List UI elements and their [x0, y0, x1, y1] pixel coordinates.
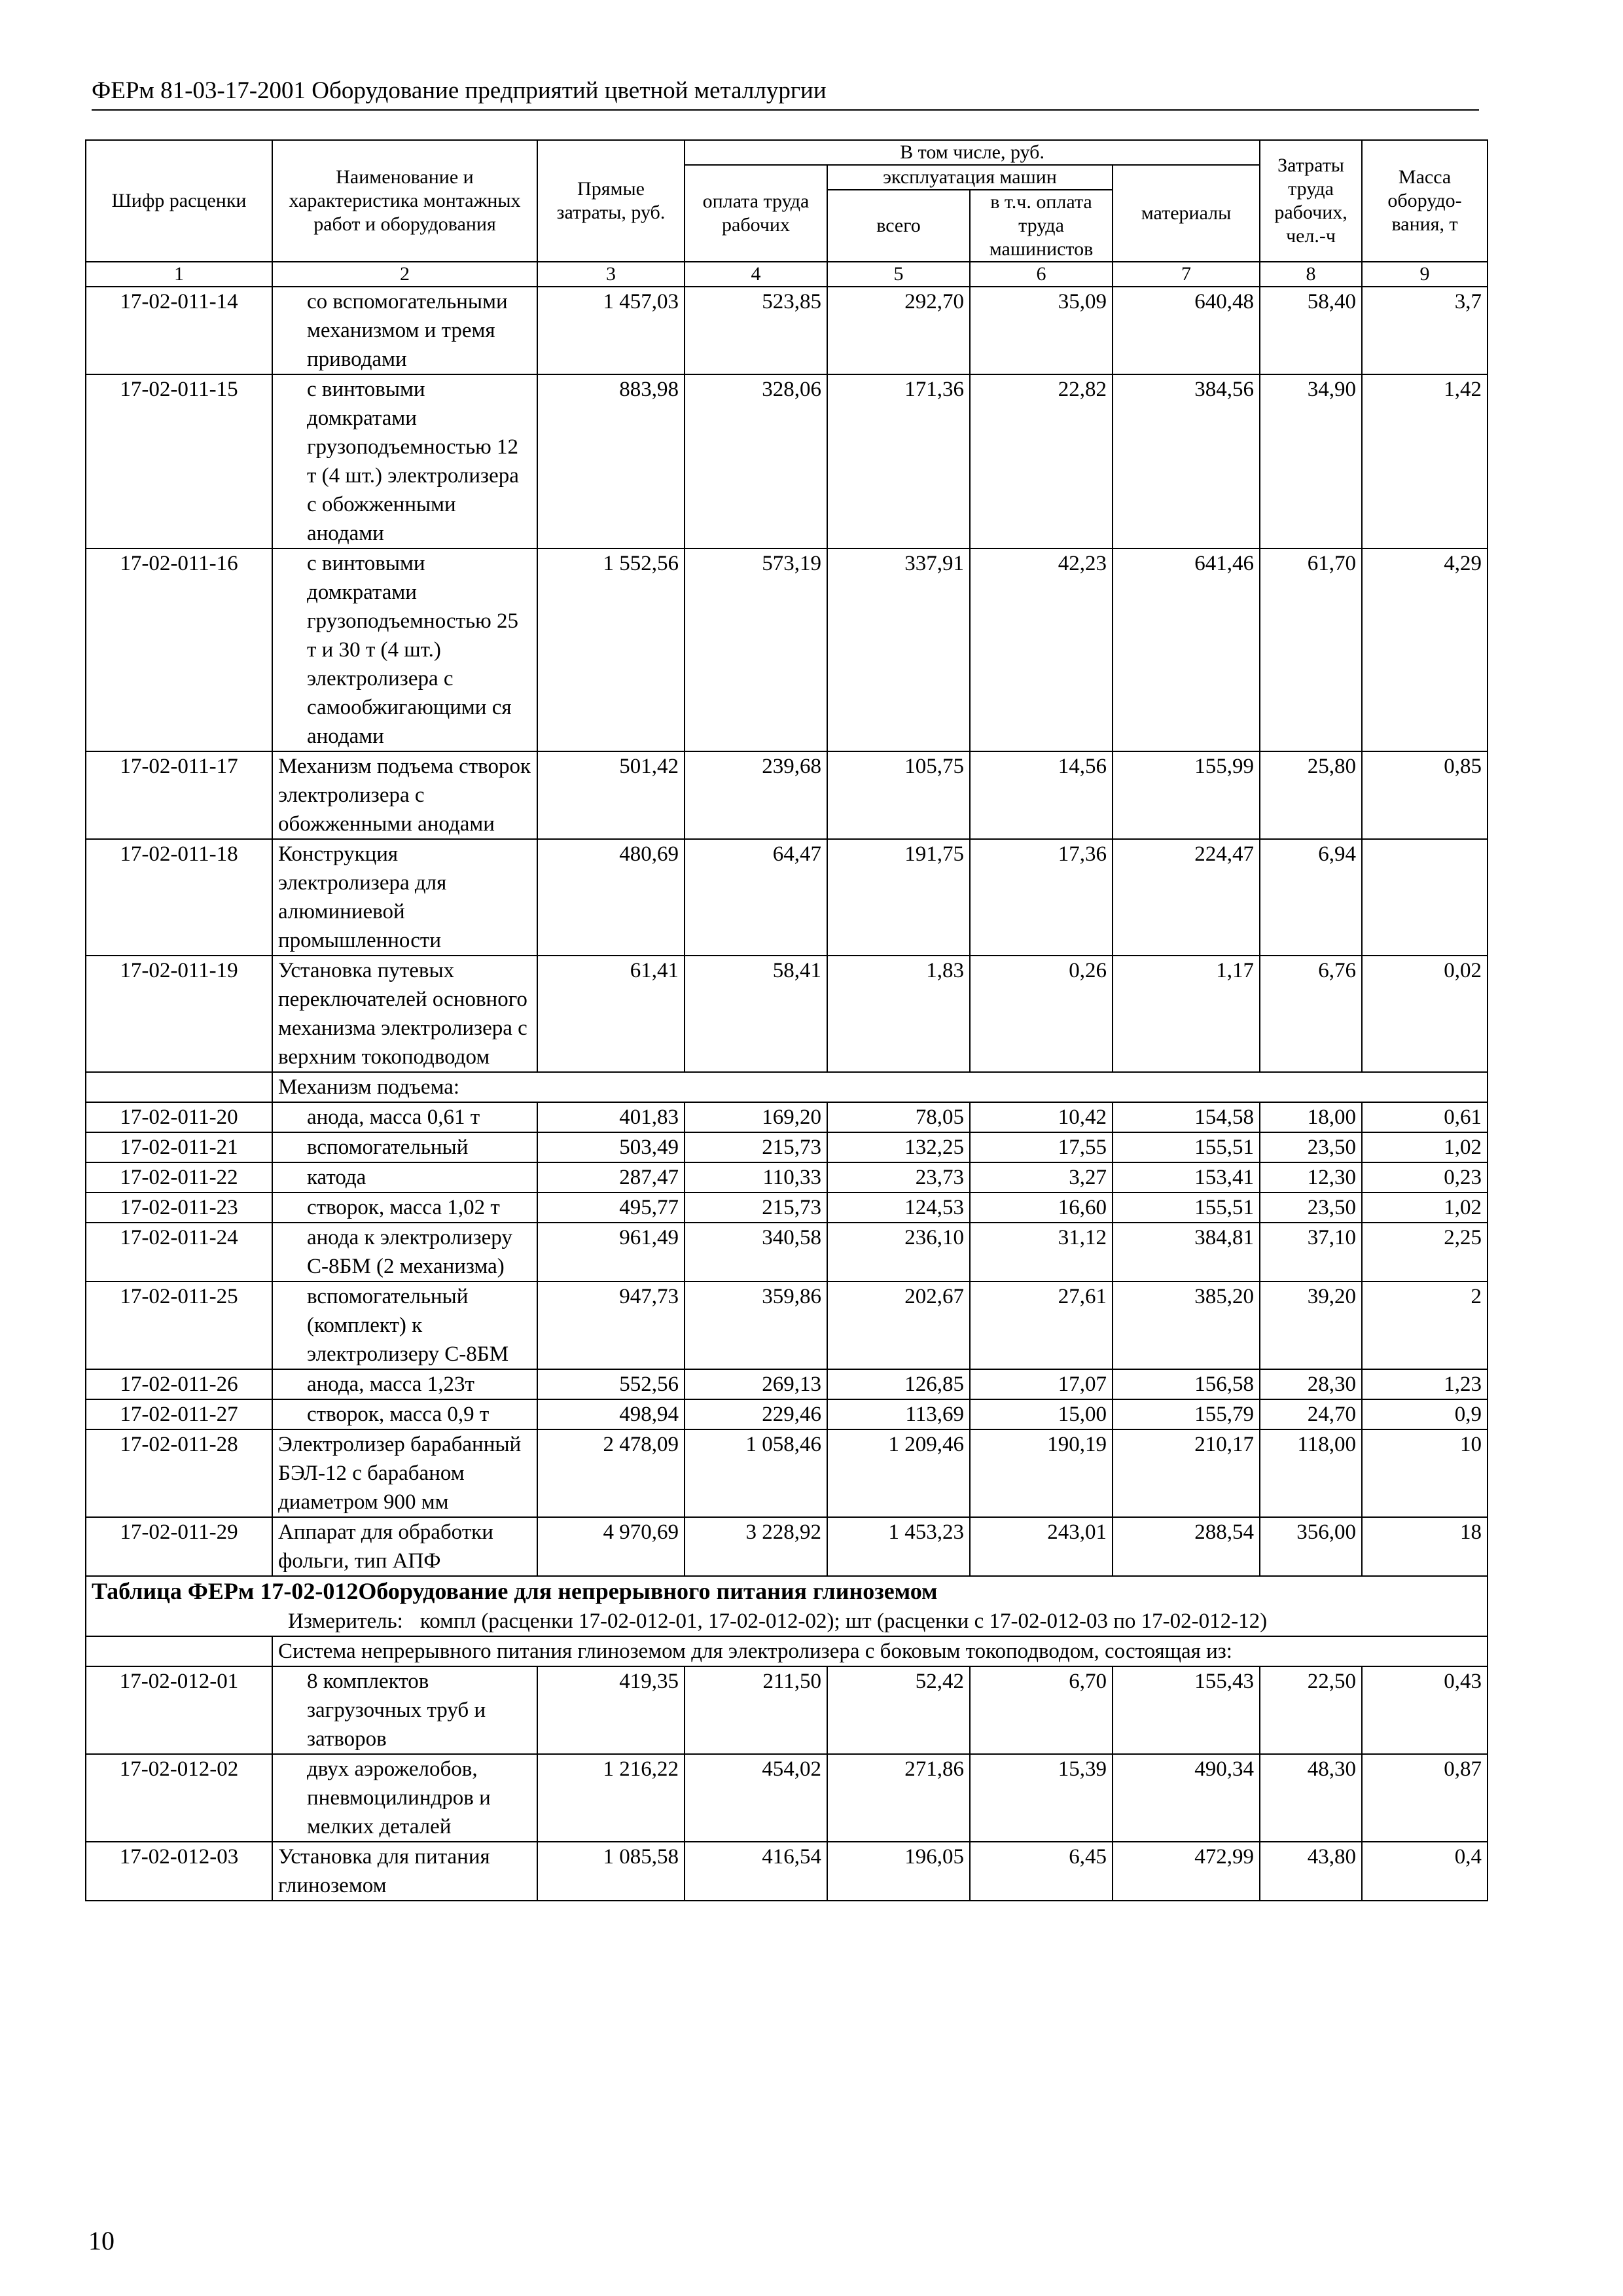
mass: 0,43	[1362, 1666, 1488, 1754]
machines-labor: 15,39	[970, 1754, 1113, 1842]
direct-costs: 287,47	[537, 1162, 685, 1193]
work-name: Аппарат для обработки фольги, тип АПФ	[272, 1517, 537, 1576]
header-mass: Масса оборудо-вания, т	[1362, 140, 1488, 262]
labor-pay: 416,54	[685, 1842, 827, 1901]
column-number: 4	[685, 262, 827, 287]
rate-code: 17-02-012-01	[86, 1666, 272, 1754]
work-name: створок, масса 1,02 т	[272, 1193, 537, 1223]
machines-labor: 6,70	[970, 1666, 1113, 1754]
table2-title-row	[86, 1576, 1488, 1636]
materials: 155,43	[1113, 1666, 1260, 1754]
labor-cost: 58,40	[1260, 287, 1362, 374]
rows-group-a	[86, 287, 1488, 1072]
page-number: 10	[88, 2226, 115, 2255]
direct-costs: 501,42	[537, 751, 685, 839]
table2-subtitle: Оборудование для непрерывного питания глиноземом	[358, 1578, 938, 1604]
direct-costs: 552,56	[537, 1369, 685, 1399]
work-name: Установка для питания глиноземом	[272, 1842, 537, 1901]
materials: 155,51	[1113, 1132, 1260, 1162]
labor-pay: 3 228,92	[685, 1517, 827, 1576]
labor-pay: 169,20	[685, 1102, 827, 1132]
labor-pay: 269,13	[685, 1369, 827, 1399]
rate-code: 17-02-011-24	[86, 1223, 272, 1282]
labor-cost: 28,30	[1260, 1369, 1362, 1399]
materials: 1,17	[1113, 956, 1260, 1072]
column-number: 6	[970, 262, 1113, 287]
direct-costs: 1 457,03	[537, 287, 685, 374]
header-direct-costs: Прямые затраты, руб.	[537, 140, 685, 262]
labor-pay: 215,73	[685, 1132, 827, 1162]
header-row-1	[86, 140, 1488, 165]
labor-cost: 24,70	[1260, 1399, 1362, 1429]
direct-costs: 480,69	[537, 839, 685, 956]
column-number: 2	[272, 262, 537, 287]
labor-pay: 454,02	[685, 1754, 827, 1842]
work-name: Механизм подъема створок электролизера с обожженными анодами	[272, 751, 537, 839]
materials: 641,46	[1113, 548, 1260, 751]
labor-pay: 110,33	[685, 1162, 827, 1193]
mass: 0,61	[1362, 1102, 1488, 1132]
machines-total: 52,42	[827, 1666, 970, 1754]
materials: 472,99	[1113, 1842, 1260, 1901]
labor-pay: 328,06	[685, 374, 827, 548]
labor-cost: 23,50	[1260, 1193, 1362, 1223]
rate-code: 17-02-012-03	[86, 1842, 272, 1901]
table2-title: Таблица ФЕРм 17-02-012	[92, 1578, 359, 1604]
labor-pay: 523,85	[685, 287, 827, 374]
section-row	[86, 1072, 1488, 1102]
column-numbers-row	[86, 262, 1488, 287]
rate-code: 17-02-012-02	[86, 1754, 272, 1842]
machines-total: 271,86	[827, 1754, 970, 1842]
direct-costs: 1 552,56	[537, 548, 685, 751]
machines-total: 1 209,46	[827, 1429, 970, 1517]
table-row	[86, 1102, 1488, 1132]
machines-labor: 3,27	[970, 1162, 1113, 1193]
work-name: анода, масса 0,61 т	[272, 1102, 537, 1132]
rate-code: 17-02-011-23	[86, 1193, 272, 1223]
table-row	[86, 1223, 1488, 1282]
direct-costs: 2 478,09	[537, 1429, 685, 1517]
table-row	[86, 1369, 1488, 1399]
work-name: со вспомогательными механизмом и тремя приводами	[272, 287, 537, 374]
rate-code: 17-02-011-15	[86, 374, 272, 548]
mass: 3,7	[1362, 287, 1488, 374]
work-name: с винтовыми домкратами грузоподъемностью 25 т и 30 т (4 шт.) электролизера с самообжигающими ся анодами	[272, 548, 537, 751]
labor-cost: 43,80	[1260, 1842, 1362, 1901]
table-row	[86, 1666, 1488, 1754]
machines-labor: 0,26	[970, 956, 1113, 1072]
machines-labor: 31,12	[970, 1223, 1113, 1282]
work-name: анода, масса 1,23т	[272, 1369, 537, 1399]
machines-total: 23,73	[827, 1162, 970, 1193]
rate-code: 17-02-011-27	[86, 1399, 272, 1429]
labor-cost: 48,30	[1260, 1754, 1362, 1842]
machines-total: 337,91	[827, 548, 970, 751]
materials: 385,20	[1113, 1282, 1260, 1369]
work-name: Электролизер барабанный БЭЛ-12 с барабаном диаметром 900 мм	[272, 1429, 537, 1517]
direct-costs: 61,41	[537, 956, 685, 1072]
materials: 384,56	[1113, 374, 1260, 548]
mass: 0,85	[1362, 751, 1488, 839]
table-row	[86, 1842, 1488, 1901]
work-name: створок, масса 0,9 т	[272, 1399, 537, 1429]
mass: 10	[1362, 1429, 1488, 1517]
table-row	[86, 956, 1488, 1072]
materials: 288,54	[1113, 1517, 1260, 1576]
measure-label: Измеритель:	[288, 1609, 403, 1633]
section-spacer	[86, 1636, 272, 1666]
direct-costs: 947,73	[537, 1282, 685, 1369]
machines-total: 171,36	[827, 374, 970, 548]
direct-costs: 419,35	[537, 1666, 685, 1754]
mass: 0,9	[1362, 1399, 1488, 1429]
rate-code: 17-02-011-19	[86, 956, 272, 1072]
labor-cost: 34,90	[1260, 374, 1362, 548]
work-name: двух аэрожелобов, пневмоцилиндров и мелких деталей	[272, 1754, 537, 1842]
machines-labor: 10,42	[970, 1102, 1113, 1132]
table-row	[86, 751, 1488, 839]
column-number: 9	[1362, 262, 1488, 287]
mass: 1,23	[1362, 1369, 1488, 1399]
work-name: анода к электролизеру С-8БМ (2 механизма)	[272, 1223, 537, 1282]
machines-total: 292,70	[827, 287, 970, 374]
work-name: вспомогательный	[272, 1132, 537, 1162]
rate-code: 17-02-011-17	[86, 751, 272, 839]
direct-costs: 1 085,58	[537, 1842, 685, 1901]
mass: 0,4	[1362, 1842, 1488, 1901]
column-number: 8	[1260, 262, 1362, 287]
table-row	[86, 1517, 1488, 1576]
rate-code: 17-02-011-26	[86, 1369, 272, 1399]
labor-pay: 359,86	[685, 1282, 827, 1369]
machines-labor: 6,45	[970, 1842, 1113, 1901]
machines-labor: 190,19	[970, 1429, 1113, 1517]
mass: 4,29	[1362, 548, 1488, 751]
direct-costs: 498,94	[537, 1399, 685, 1429]
direct-costs: 961,49	[537, 1223, 685, 1282]
column-number: 1	[86, 262, 272, 287]
table-row	[86, 839, 1488, 956]
machines-total: 236,10	[827, 1223, 970, 1282]
rates-table	[85, 139, 1488, 1901]
rate-code: 17-02-011-20	[86, 1102, 272, 1132]
machines-total: 132,25	[827, 1132, 970, 1162]
system-note: Система непрерывного питания глиноземом для электролизера с боковым токоподводом, состоящая из:	[272, 1636, 1488, 1666]
table2-header	[86, 1576, 1488, 1666]
mass: 1,02	[1362, 1193, 1488, 1223]
header-machines: эксплуатация машин	[827, 165, 1113, 190]
materials: 155,99	[1113, 751, 1260, 839]
machines-labor: 16,60	[970, 1193, 1113, 1223]
header-name: Наименование и характеристика монтажных работ и оборудования	[272, 140, 537, 262]
labor-pay: 229,46	[685, 1399, 827, 1429]
table-row	[86, 1132, 1488, 1162]
labor-pay: 1 058,46	[685, 1429, 827, 1517]
direct-costs: 883,98	[537, 374, 685, 548]
labor-pay: 239,68	[685, 751, 827, 839]
work-name: с винтовыми домкратами грузоподъемностью 12 т (4 шт.) электролизера с обожженными анодами	[272, 374, 537, 548]
machines-labor: 27,61	[970, 1282, 1113, 1369]
rate-code: 17-02-011-18	[86, 839, 272, 956]
machines-total: 1 453,23	[827, 1517, 970, 1576]
mass: 1,42	[1362, 374, 1488, 548]
materials: 640,48	[1113, 287, 1260, 374]
header-labor-cost: Затраты труда рабочих, чел.-ч	[1260, 140, 1362, 262]
table2-measure	[92, 1607, 1482, 1636]
header-machines-labor: в т.ч. оплата труда машинистов	[970, 190, 1113, 262]
table-row	[86, 1399, 1488, 1429]
work-name: 8 комплектов загрузочных труб и затворов	[272, 1666, 537, 1754]
rate-code: 17-02-011-28	[86, 1429, 272, 1517]
machines-labor: 17,55	[970, 1132, 1113, 1162]
machines-total: 1,83	[827, 956, 970, 1072]
direct-costs: 503,49	[537, 1132, 685, 1162]
materials: 155,51	[1113, 1193, 1260, 1223]
labor-pay: 340,58	[685, 1223, 827, 1282]
labor-cost: 39,20	[1260, 1282, 1362, 1369]
machines-total: 78,05	[827, 1102, 970, 1132]
labor-pay: 58,41	[685, 956, 827, 1072]
mass	[1362, 839, 1488, 956]
machines-total: 105,75	[827, 751, 970, 839]
materials: 384,81	[1113, 1223, 1260, 1282]
machines-labor: 15,00	[970, 1399, 1113, 1429]
labor-cost: 25,80	[1260, 751, 1362, 839]
table-row	[86, 1282, 1488, 1369]
work-name: Установка путевых переключателей основного механизма электролизера с верхним токоподводом	[272, 956, 537, 1072]
rows-group-b	[86, 1102, 1488, 1576]
table-row	[86, 374, 1488, 548]
mass: 0,23	[1362, 1162, 1488, 1193]
machines-labor: 17,36	[970, 839, 1113, 956]
header-materials: материалы	[1113, 165, 1260, 262]
machines-labor: 243,01	[970, 1517, 1113, 1576]
section-lift	[86, 1072, 1488, 1102]
materials: 210,17	[1113, 1429, 1260, 1517]
labor-cost: 37,10	[1260, 1223, 1362, 1282]
direct-costs: 1 216,22	[537, 1754, 685, 1842]
labor-pay: 211,50	[685, 1666, 827, 1754]
machines-labor: 17,07	[970, 1369, 1113, 1399]
mass: 0,02	[1362, 956, 1488, 1072]
mass: 0,87	[1362, 1754, 1488, 1842]
work-name: Конструкция электролизера для алюминиевой промышленности	[272, 839, 537, 956]
materials: 156,58	[1113, 1369, 1260, 1399]
mass: 2,25	[1362, 1223, 1488, 1282]
materials: 153,41	[1113, 1162, 1260, 1193]
column-number: 7	[1113, 262, 1260, 287]
system-note-row	[86, 1636, 1488, 1666]
rate-code: 17-02-011-16	[86, 548, 272, 751]
section-label: Механизм подъема:	[272, 1072, 1488, 1102]
mass: 1,02	[1362, 1132, 1488, 1162]
direct-costs: 4 970,69	[537, 1517, 685, 1576]
labor-pay: 215,73	[685, 1193, 827, 1223]
labor-cost: 18,00	[1260, 1102, 1362, 1132]
page-header: ФЕРм 81-03-17-2001 Оборудование предприятий цветной металлургии	[92, 77, 1479, 111]
work-name: катода	[272, 1162, 537, 1193]
rate-code: 17-02-011-25	[86, 1282, 272, 1369]
machines-total: 124,53	[827, 1193, 970, 1223]
column-number: 3	[537, 262, 685, 287]
labor-pay: 573,19	[685, 548, 827, 751]
mass: 18	[1362, 1517, 1488, 1576]
machines-labor: 42,23	[970, 548, 1113, 751]
labor-cost: 22,50	[1260, 1666, 1362, 1754]
machines-labor: 22,82	[970, 374, 1113, 548]
section-spacer	[86, 1072, 272, 1102]
table-row	[86, 1429, 1488, 1517]
measure-text: компл (расценки 17-02-012-01, 17-02-012-02); шт (расценки с 17-02-012-03 по 17-02-012-12)	[419, 1609, 1268, 1633]
materials: 224,47	[1113, 839, 1260, 956]
table-row	[86, 1193, 1488, 1223]
materials: 490,34	[1113, 1754, 1260, 1842]
labor-cost: 6,76	[1260, 956, 1362, 1072]
header-labor-pay: оплата труда рабочих	[685, 165, 827, 262]
table-row	[86, 1754, 1488, 1842]
labor-cost: 6,94	[1260, 839, 1362, 956]
header-code: Шифр расценки	[86, 140, 272, 262]
machines-total: 191,75	[827, 839, 970, 956]
header-machines-total: всего	[827, 190, 970, 262]
machines-total: 126,85	[827, 1369, 970, 1399]
table2-title-cell	[86, 1576, 1488, 1636]
machines-total: 196,05	[827, 1842, 970, 1901]
materials: 154,58	[1113, 1102, 1260, 1132]
column-number: 5	[827, 262, 970, 287]
machines-labor: 14,56	[970, 751, 1113, 839]
work-name: вспомогательный (комплект) к электролизеру С-8БМ	[272, 1282, 537, 1369]
machines-total: 202,67	[827, 1282, 970, 1369]
machines-labor: 35,09	[970, 287, 1113, 374]
direct-costs: 401,83	[537, 1102, 685, 1132]
materials: 155,79	[1113, 1399, 1260, 1429]
mass: 2	[1362, 1282, 1488, 1369]
rate-code: 17-02-011-21	[86, 1132, 272, 1162]
rate-code: 17-02-011-14	[86, 287, 272, 374]
table-row	[86, 287, 1488, 374]
rate-code: 17-02-011-22	[86, 1162, 272, 1193]
labor-cost: 12,30	[1260, 1162, 1362, 1193]
labor-cost: 61,70	[1260, 548, 1362, 751]
rows-group-c	[86, 1666, 1488, 1901]
labor-cost: 23,50	[1260, 1132, 1362, 1162]
table-row	[86, 548, 1488, 751]
labor-cost: 118,00	[1260, 1429, 1362, 1517]
direct-costs: 495,77	[537, 1193, 685, 1223]
table-row	[86, 1162, 1488, 1193]
machines-total: 113,69	[827, 1399, 970, 1429]
rate-code: 17-02-011-29	[86, 1517, 272, 1576]
labor-pay: 64,47	[685, 839, 827, 956]
header-including: В том числе, руб.	[685, 140, 1260, 165]
labor-cost: 356,00	[1260, 1517, 1362, 1576]
